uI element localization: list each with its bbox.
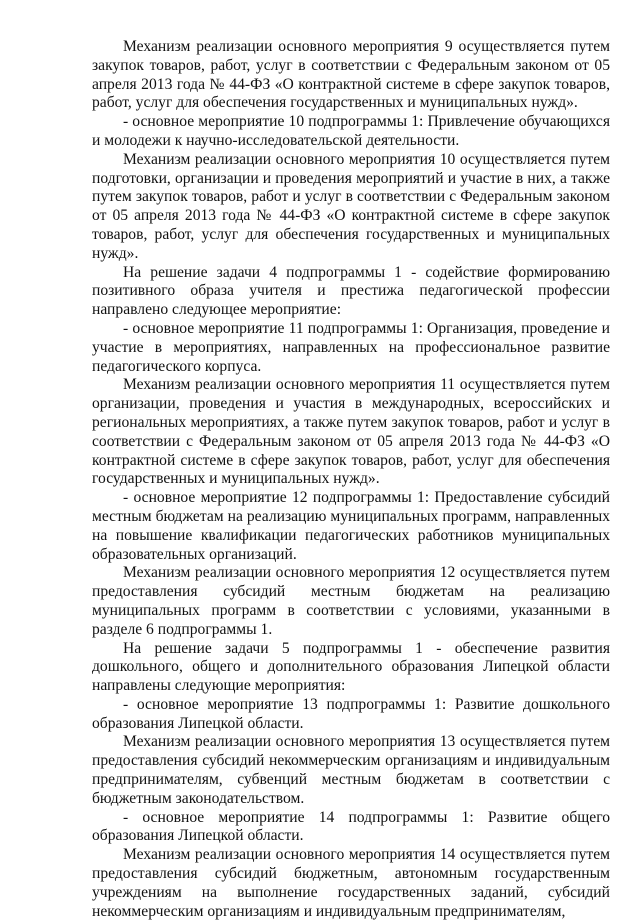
paragraph-measure-14-mechanism: Механизм реализации основного мероприятия 14 осуществляется путем предоставления субсидий бюджетным, автономным государственным учреждениям на выполнение государственных заданий, субсидий некоммерческим организациям и индивидуальным предпринимателям, — [92, 846, 610, 920]
paragraph-measure-11-mechanism: Механизм реализации основного мероприятия 11 осуществляется путем организации, проведения и участия в международных, всероссийских и региональных мероприятиях, а также путем закупок товаров, работ и услуг в соответствии с Федеральным законом от 05 апреля 2013 года № 44-ФЗ «О контрактной системе в сфере закупок товаров, работ, услуг для обеспечения государственных и муниципальных нужд». — [92, 376, 610, 488]
paragraph-measure-12-mechanism: Механизм реализации основного мероприятия 12 осуществляется путем предоставления субсидий местным бюджетам на реализацию муниципальных программ в соответствии с условиями, указанными в разделе 6 подпрограммы 1. — [92, 564, 610, 638]
paragraph-task-4-intro: На решение задачи 4 подпрограммы 1 - содействие формированию позитивного образа учителя и престижа педагогической профессии направлено следующее мероприятие: — [92, 263, 610, 319]
paragraph-measure-13-title: - основное мероприятие 13 подпрограммы 1: Развитие дошкольного образования Липецкой области. — [92, 695, 610, 732]
paragraph-task-5-intro: На решение задачи 5 подпрограммы 1 - обеспечение развития дошкольного, общего и дополнительного образования Липецкой области направлены следующие мероприятия: — [92, 639, 610, 695]
paragraph-measure-12-title: - основное мероприятие 12 подпрограммы 1: Предоставление субсидий местным бюджетам на реализацию муниципальных программ, направленных на повышение квалификации педагогических работников муниципальных образовательных организаций. — [92, 489, 610, 563]
paragraph-measure-10-mechanism: Механизм реализации основного мероприятия 10 осуществляется путем подготовки, организации и проведения мероприятий и участие в них, а также путем закупок товаров, работ и услуг в соответствии с Федеральным законом от 05 апреля 2013 года № 44-ФЗ «О контрактной системе в сфере закупок товаров, работ, услуг для обеспечения государственных и муниципальных нужд». — [92, 150, 610, 262]
paragraph-measure-9-mechanism: Механизм реализации основного мероприятия 9 осуществляется путем закупок товаров, работ, услуг в соответствии с Федеральным законом от 05 апреля 2013 года № 44-ФЗ «О контрактной системе в сфере закупок товаров, работ, услуг для обеспечения государственных и муниципальных нужд». — [92, 38, 610, 112]
paragraph-measure-13-mechanism: Механизм реализации основного мероприятия 13 осуществляется путем предоставления субсидий некоммерческим организациям и индивидуальным предпринимателям, субвенций местным бюджетам в соответствии с бюджетным законодательством. — [92, 733, 610, 807]
paragraph-measure-10-title: - основное мероприятие 10 подпрограммы 1: Привлечение обучающихся и молодежи к научно-исследовательской деятельности. — [92, 113, 610, 149]
paragraph-measure-11-title: - основное мероприятие 11 подпрограммы 1: Организация, проведение и участие в мероприятиях, направленных на профессиональное развитие педагогического корпуса. — [92, 319, 610, 375]
document-page — [92, 38, 610, 921]
paragraph-measure-14-title: - основное мероприятие 14 подпрограммы 1: Развитие общего образования Липецкой области. — [92, 808, 610, 845]
